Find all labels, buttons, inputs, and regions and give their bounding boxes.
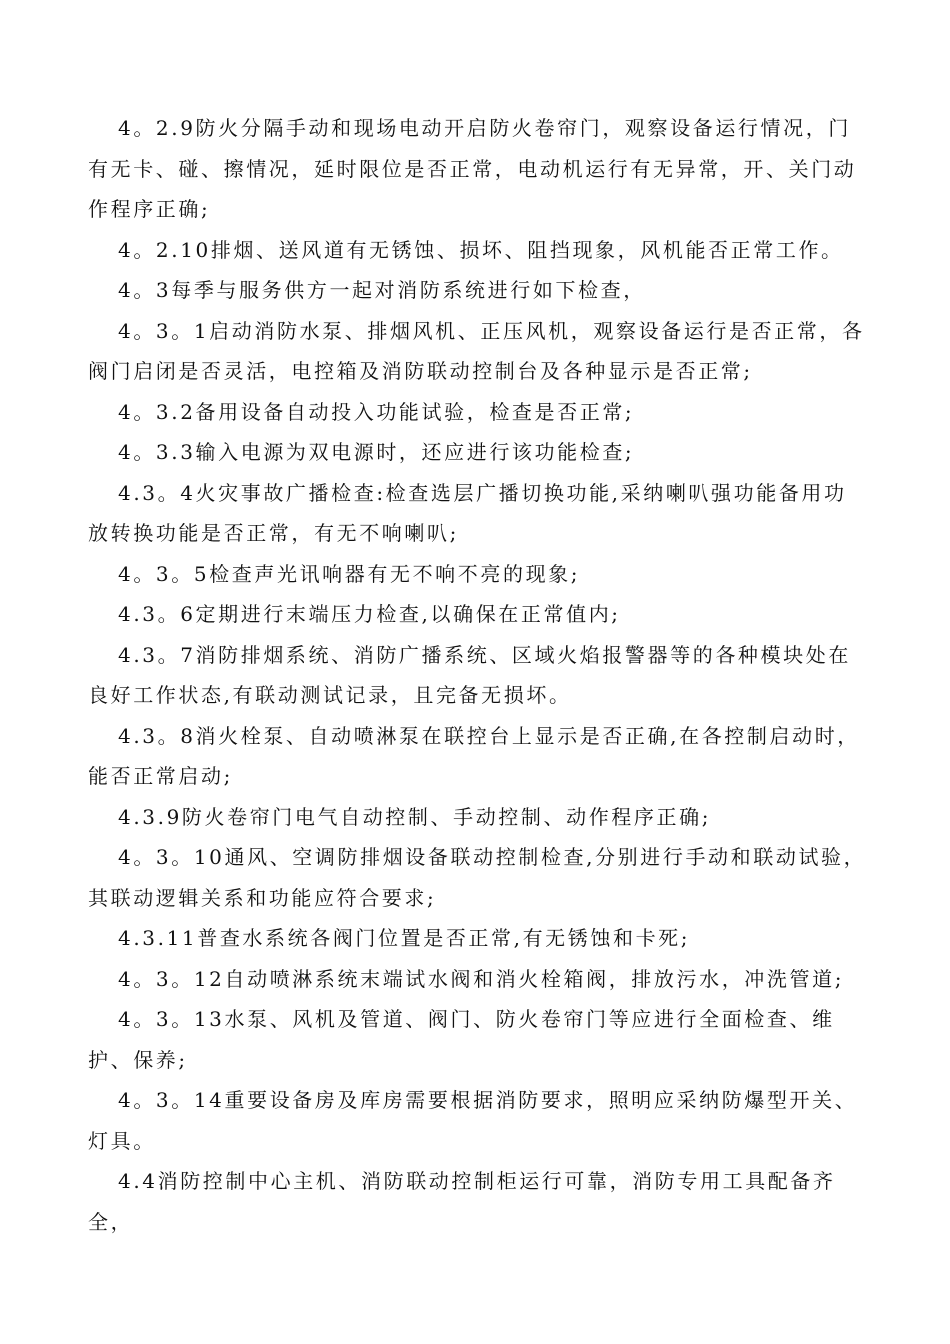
paragraph-4-3-9: 4.3.9防火卷帘门电气自动控制、手动控制、动作程序正确; xyxy=(118,804,712,829)
paragraph-4-3-10: 4。3。10通风、空调防排烟设备联动控制检查,分别进行手动和联动试验，其联动逻辑关系和功能应符合要求; xyxy=(88,845,867,910)
paragraph-4-3-6: 4.3。6定期进行末端压力检查,以确保在正常值内; xyxy=(118,602,621,626)
paragraph-4-3-12: 4。3。12自动喷淋系统末端试水阀和消火栓箱阀，排放污水，冲洗管道; xyxy=(118,966,845,991)
paragraph-4-3-3: 4。3.3输入电源为双电源时，还应进行该功能检查; xyxy=(118,440,635,464)
paragraph-4-2-10: 4。2.10排烟、送风道有无锈蚀、损坏、阻挡现象，风机能否正常工作。 xyxy=(118,237,844,262)
paragraph-4-3-2: 4。3.2备用设备自动投入功能试验，检查是否正常; xyxy=(118,399,635,424)
paragraph-4-3-8: 4.3。8消火栓泵、自动喷淋泵在联控台上显示是否正确,在各控制启动时，能否正常启动; xyxy=(88,723,860,788)
paragraph-4-3-13: 4。3。13水泵、风机及管道、阀门、防火卷帘门等应进行全面检查、维护、保养; xyxy=(88,1007,835,1072)
paragraph-4-3-11: 4.3.11普查水系统各阀门位置是否正常,有无锈蚀和卡死; xyxy=(118,926,691,950)
paragraph-4-3-7: 4.3。7消防排烟系统、消防广播系统、区域火焰报警器等的各种模块处在良好工作状态,有联动测试记录，且完备无损坏。 xyxy=(88,642,851,707)
document-body xyxy=(88,108,868,1242)
paragraph-4-3-1: 4。3。1启动消防水泵、排烟风机、正压风机，观察设备运行是否正常，各阀门启闭是否灵活，电控箱及消防联动控制台及各种显示是否正常; xyxy=(88,318,865,383)
paragraph-4-2-9: 4。2.9防火分隔手动和现场电动开启防火卷帘门，观察设备运行情况，门有无卡、碰、擦情况，延时限位是否正常，电动机运行有无异常，开、关门动作程序正确; xyxy=(88,116,857,221)
paragraph-4-3-14: 4。3。14重要设备房及库房需要根据消防要求，照明应采纳防爆型开关、灯具。 xyxy=(88,1088,858,1153)
paragraph-4-3: 4。3每季与服务供方一起对消防系统进行如下检查， xyxy=(118,278,646,302)
paragraph-4-4: 4.4消防控制中心主机、消防联动控制柜运行可靠，消防专用工具配备齐全， xyxy=(88,1169,836,1234)
paragraph-4-3-4: 4.3。4火灾事故广播检查:检查选层广播切换功能,采纳喇叭强功能备用功放转换功能是否正常，有无不响喇叭; xyxy=(88,480,847,545)
paragraph-4-3-5: 4。3。5检查声光讯响器有无不响不亮的现象; xyxy=(118,561,581,586)
